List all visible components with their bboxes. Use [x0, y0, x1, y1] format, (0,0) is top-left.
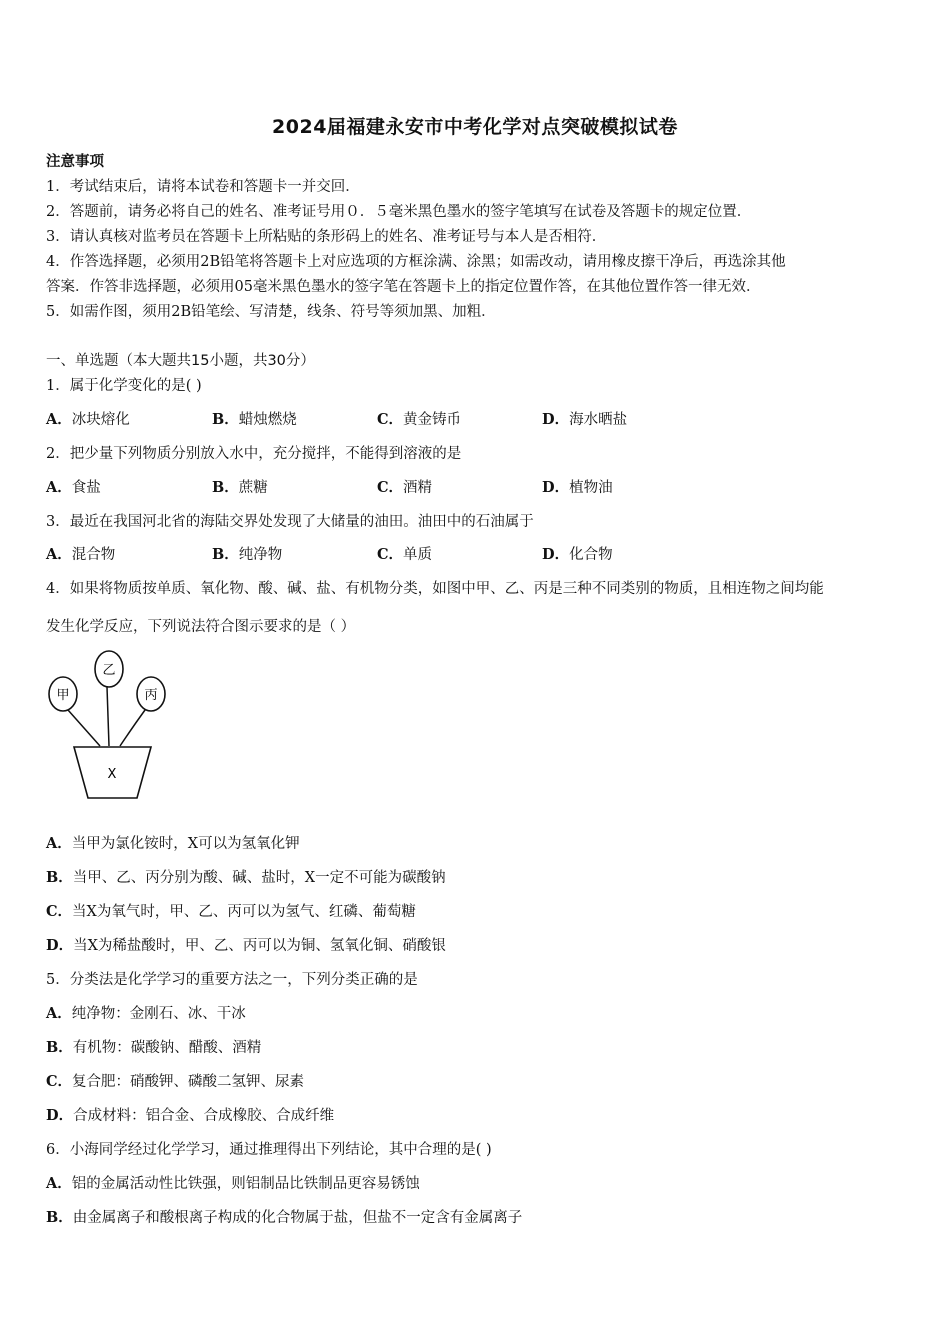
question-4-option-a: A．当甲为氯化铵时，X可以为氢氧化钾 — [46, 835, 300, 852]
notice-line: 1．考试结束后，请将本试卷和答题卡一并交回． — [46, 179, 360, 195]
question-4-stem-line: 发生化学反应，下列说法符合图示要求的是（ ） — [46, 619, 356, 635]
section-heading: 一、单选题（本大题共15小题，共30分） — [46, 353, 315, 369]
notice-line: 3．请认真核对监考员在答题卡上所粘贴的条形码上的姓名、准考证号与本人是否相符． — [46, 229, 607, 245]
question-5-option-b: B．有机物：碳酸钠、醋酸、酒精 — [46, 1039, 262, 1056]
option-c: C．黄金铸币 — [377, 411, 462, 428]
option-d: D．化合物 — [542, 546, 613, 563]
question-4-option-c: C．当X为氧气时，甲、乙、丙可以为氢气、红磷、葡萄糖 — [46, 903, 416, 920]
question-5-option-d: D．合成材料：铝合金、合成橡胶、合成纤维 — [46, 1107, 335, 1124]
option-a: A．冰块熔化 — [46, 411, 130, 428]
question-3-stem: 3．最近在我国河北省的海陆交界处发现了大储量的油田。油田中的石油属于 — [46, 514, 534, 530]
question-2-stem: 2．把少量下列物质分别放入水中，充分搅拌，不能得到溶液的是 — [46, 446, 462, 462]
label-jia: 甲 — [56, 688, 70, 703]
question-5-stem: 5．分类法是化学学习的重要方法之一，下列分类正确的是 — [46, 972, 418, 988]
option-b: B．蜡烛燃烧 — [212, 411, 297, 428]
label-bing: 丙 — [144, 688, 158, 703]
notice-line: 5．如需作图，须用2B铅笔绘、写清楚，线条、符号等须加黑、加粗． — [46, 304, 496, 320]
option-d: D．植物油 — [542, 479, 613, 496]
option-d: D．海水晒盐 — [542, 411, 628, 428]
question-6-option-a: A．铝的金属活动性比铁强，则铝制品比铁制品更容易锈蚀 — [46, 1175, 420, 1192]
question-6-option-b: B．由金属离子和酸根离子构成的化合物属于盐，但盐不一定含有金属离子 — [46, 1209, 523, 1226]
question-4-option-d: D．当X为稀盐酸时，甲、乙、丙可以为铜、氢氧化铜、硝酸银 — [46, 937, 446, 954]
notice-heading: 注意事项 — [46, 154, 104, 170]
string-yi — [107, 687, 109, 746]
string-bing — [120, 710, 145, 746]
question-5-option-c: C．复合肥：硝酸钾、磷酸二氢钾、尿素 — [46, 1073, 305, 1090]
option-b: B．纯净物 — [212, 546, 283, 563]
option-a: A．混合物 — [46, 546, 116, 563]
page-title: 2024届福建永安市中考化学对点突破模拟试卷 — [272, 116, 678, 138]
question-4-option-b: B．当甲、乙、丙分别为酸、碱、盐时，X一定不可能为碳酸钠 — [46, 869, 446, 886]
question-5-option-a: A．纯净物：金刚石、冰、干冰 — [46, 1005, 246, 1022]
notice-line: 答案．作答非选择题，必须用05毫米黑色墨水的签字笔在答题卡上的指定位置作答，在其他位置作答一律无效． — [46, 279, 761, 295]
question-4-stem-line: 4．如果将物质按单质、氧化物、酸、碱、盐、有机物分类，如图中甲、乙、丙是三种不同类别的物质，且相连物之间均能 — [46, 581, 824, 597]
notice-line: 2．答题前，请务必将自己的姓名、准考证号用０．５毫米黑色墨水的签字笔填写在试卷及答题卡的规定位置． — [46, 204, 752, 220]
string-jia — [68, 710, 100, 746]
option-c: C．单质 — [377, 546, 433, 563]
flower-pot-diagram — [44, 648, 174, 800]
label-yi: 乙 — [102, 663, 116, 678]
question-1-stem: 1．属于化学变化的是( ) — [46, 378, 202, 394]
notice-line: 4．作答选择题，必须用2B铅笔将答题卡上对应选项的方框涂满、涂黑；如需改动，请用橡皮擦干净后，再选涂其他 — [46, 254, 786, 270]
option-b: B．蔗糖 — [212, 479, 268, 496]
option-c: C．酒精 — [377, 479, 433, 496]
label-x: X — [107, 767, 117, 782]
question-6-stem: 6．小海同学经过化学学习，通过推理得出下列结论，其中合理的是( ) — [46, 1142, 492, 1158]
option-a: A．食盐 — [46, 479, 101, 496]
